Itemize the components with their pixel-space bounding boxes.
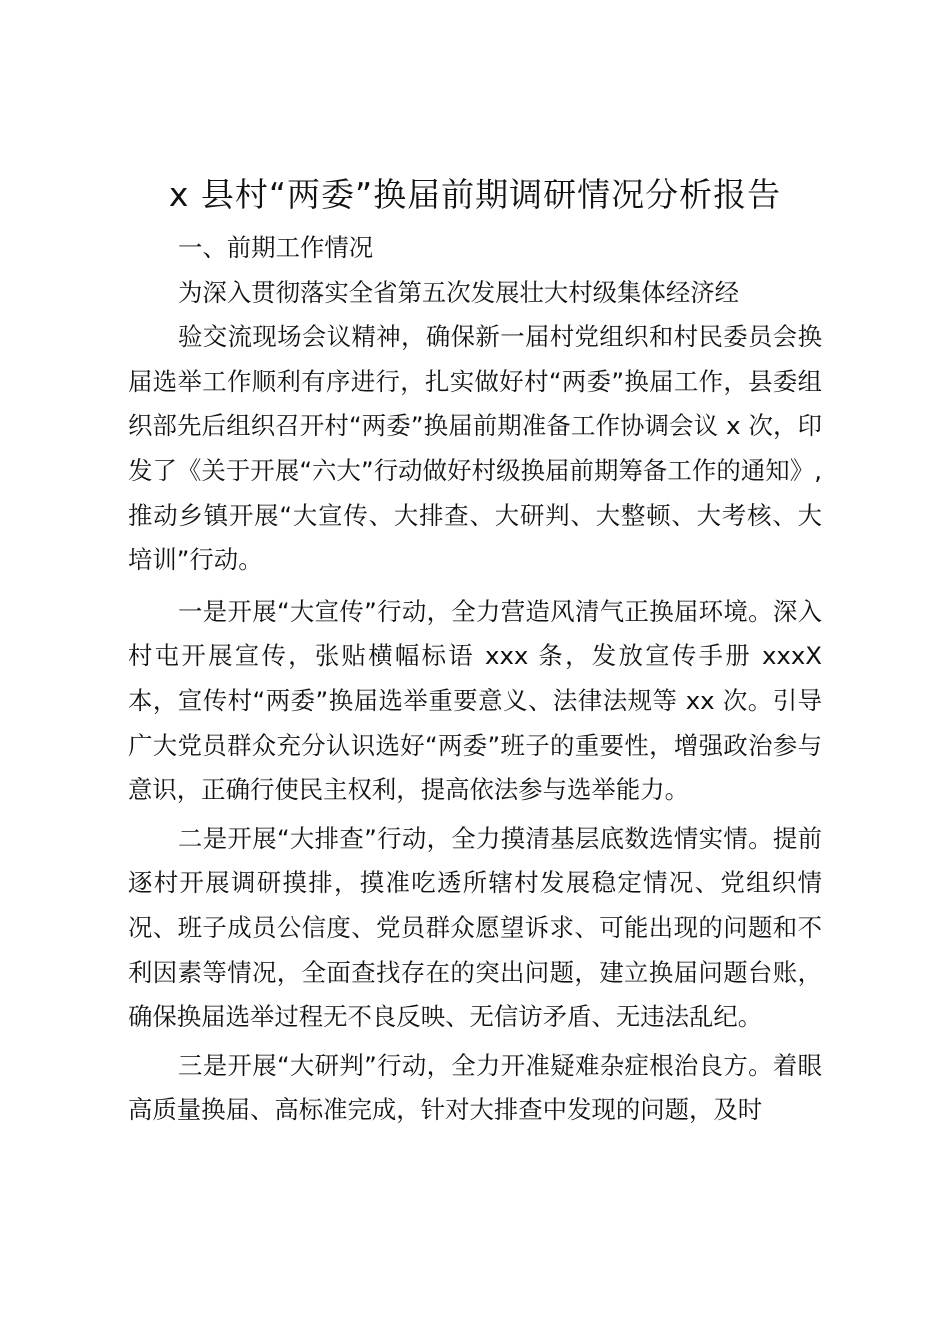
document-body — [128, 226, 822, 1133]
section-heading: 一、前期工作情况 — [178, 233, 374, 262]
intro-first-line: 为深入贯彻落实全省第五次发展壮大村级集体经济经 — [178, 277, 739, 307]
paragraph-publicity: 一是开展“大宣传”行动，全力营造风清气正换届环境。深入村屯开展宣传，张贴横幅标语 xxx 条，发放宣传手册 xxxX 本，宣传村“两委”换届选举重要意义、法律法规等 xx 次。引导广大党员群众充分认识选好“两委”班子的重要性，增强政治参与意识，正确行使民主权利，提高依法参与选举能力。 — [128, 596, 822, 805]
document-title: x 县村“两委”换届前期调研情况分析报告 — [168, 175, 782, 214]
intro-paragraph: 验交流现场会议精神，确保新一届村党组织和村民委员会换届选举工作顺利有序进行，扎实做好村“两委”换届工作，县委组织部先后组织召开村“两委”换届前期准备工作协调会议 x 次，印发了《关于开展“六大”行动做好村级换届前期筹备工作的通知》,推动乡镇开展“大宣传、大排查、大研判、大整顿、大考核、大培训”行动。 — [128, 322, 822, 575]
paragraph-analysis: 三是开展“大研判”行动，全力开准疑难杂症根治良方。着眼高质量换届、高标准完成，针对大排查中发现的问题，及时 — [128, 1050, 822, 1125]
paragraph-investigation: 二是开展“大排查”行动，全力摸清基层底数选情实情。提前逐村开展调研摸排，摸准吃透所辖村发展稳定情况、党组织情况、班子成员公信度、党员群众愿望诉求、可能出现的问题和不利因素等情况，全面查找存在的突出问题，建立换届问题台账，确保换届选举过程无不良反映、无信访矛盾、无违法乱纪。 — [128, 823, 822, 1032]
